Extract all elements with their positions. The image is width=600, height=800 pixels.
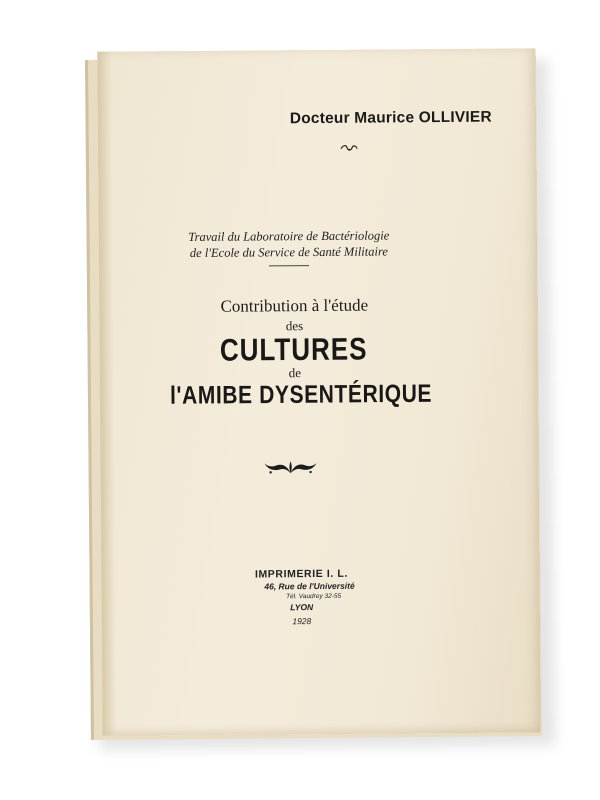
laboratory-line-1: Travail du Laboratoire de Bactériologie [188,228,390,245]
floral-ornament [263,460,319,476]
author-name: Docteur Maurice OLLIVIER [289,108,492,128]
title-line-amibe: l'AMIBE DYSENTÉRIQUE [169,380,433,410]
title-line-contribution: Contribution à l'étude [220,295,369,316]
separator-rule [269,265,309,266]
printer-address: 46, Rue de l'Université [264,580,355,592]
title-line-des: des [285,318,304,334]
title-line-de: de [288,365,302,381]
small-fleuron-ornament [340,144,358,154]
laboratory-line-2: de l'Ecole du Service de Santé Militaire [189,244,388,261]
book-cover [97,48,540,735]
title-line-cultures: CULTURES [219,330,368,368]
printer-name: IMPRIMERIE I. L. [254,567,348,581]
printer-city: LYON [290,602,314,613]
publication-year: 1928 [292,616,312,627]
printer-phone: Tél. Vaudrey 32-55 [286,592,342,601]
